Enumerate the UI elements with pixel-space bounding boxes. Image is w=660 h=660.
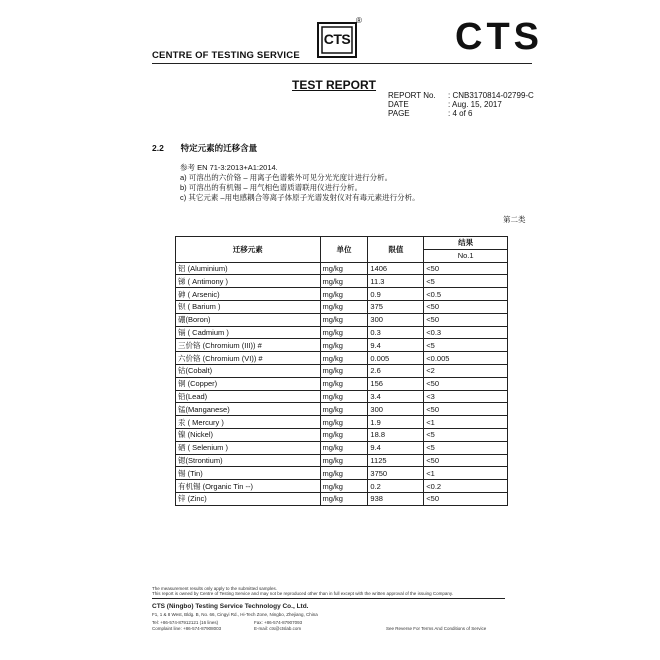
cell-unit: mg/kg bbox=[320, 313, 368, 326]
table-row bbox=[176, 313, 508, 326]
cell-unit: mg/kg bbox=[320, 377, 368, 390]
cell-element: 锑 ( Antimony ) bbox=[176, 275, 321, 288]
registered-mark: ® bbox=[356, 16, 362, 25]
cell-result: <1 bbox=[424, 416, 508, 429]
cell-limit: 0.005 bbox=[368, 352, 424, 365]
cell-unit: mg/kg bbox=[320, 480, 368, 493]
table-row bbox=[176, 326, 508, 339]
cell-unit: mg/kg bbox=[320, 352, 368, 365]
cell-limit: 375 bbox=[368, 300, 424, 313]
report-title: TEST REPORT bbox=[292, 78, 377, 92]
header-limit: 限值 bbox=[368, 237, 424, 263]
table-row bbox=[176, 416, 508, 429]
cell-unit: mg/kg bbox=[320, 441, 368, 454]
centre-name: CENTRE OF TESTING SERVICE bbox=[152, 50, 300, 61]
footer-company: CTS (Ningbo) Testing Service Technology Co., Ltd. bbox=[152, 603, 309, 610]
date-value: : Aug. 15, 2017 bbox=[448, 100, 502, 109]
page-value: : 4 of 6 bbox=[448, 109, 473, 118]
footer-terms: See Reverse For Terms And Conditions of Service bbox=[386, 626, 487, 631]
footer-email: E-mail: cts@ctslab.com bbox=[254, 626, 302, 631]
table-row bbox=[176, 480, 508, 493]
note-a: a) 可溶出的六价铬 – 用离子色谱紫外可见分光光度计进行分析。 bbox=[180, 173, 393, 182]
cell-unit: mg/kg bbox=[320, 467, 368, 480]
cell-unit: mg/kg bbox=[320, 390, 368, 403]
cell-element: 锰(Manganese) bbox=[176, 403, 321, 416]
cell-limit: 1125 bbox=[368, 454, 424, 467]
header-sample: No.1 bbox=[424, 249, 508, 262]
cell-limit: 9.4 bbox=[368, 339, 424, 352]
cell-element: 铝 (Aluminium) bbox=[176, 262, 321, 275]
cell-limit: 9.4 bbox=[368, 441, 424, 454]
page-label: PAGE bbox=[388, 109, 410, 118]
cell-result: <0.005 bbox=[424, 352, 508, 365]
cell-unit: mg/kg bbox=[320, 275, 368, 288]
cts-logo bbox=[317, 22, 357, 58]
table-row bbox=[176, 300, 508, 313]
table-row bbox=[176, 403, 508, 416]
cell-result: <5 bbox=[424, 428, 508, 441]
report-meta-values bbox=[448, 91, 534, 118]
cell-result: <0.2 bbox=[424, 480, 508, 493]
cell-element: 铅(Lead) bbox=[176, 390, 321, 403]
cell-limit: 1.9 bbox=[368, 416, 424, 429]
footer-tel: Tel: +86-574-87912121 (16 lines) bbox=[152, 620, 219, 625]
cell-result: <50 bbox=[424, 262, 508, 275]
cell-unit: mg/kg bbox=[320, 364, 368, 377]
report-no-value: : CNB3170814-02799-C bbox=[448, 91, 534, 100]
table-row bbox=[176, 428, 508, 441]
cell-unit: mg/kg bbox=[320, 339, 368, 352]
cell-unit: mg/kg bbox=[320, 262, 368, 275]
cell-element: 六价铬 (Chromium (VI)) # bbox=[176, 352, 321, 365]
cell-result: <50 bbox=[424, 377, 508, 390]
cell-limit: 156 bbox=[368, 377, 424, 390]
note-standard: 参考 EN 71-3:2013+A1:2014. bbox=[180, 163, 278, 172]
cell-element: 汞 ( Mercury ) bbox=[176, 416, 321, 429]
cell-result: <3 bbox=[424, 390, 508, 403]
section-title: 特定元素的迁移含量 bbox=[180, 143, 258, 153]
footer-disclaimer-1: The measurement results only apply to the submitted samples. bbox=[152, 586, 278, 591]
section-heading bbox=[152, 142, 257, 154]
note-c: c) 其它元素 –用电感耦合等离子体原子光谱发射仪对有毒元素进行分析。 bbox=[180, 193, 420, 202]
cell-unit: mg/kg bbox=[320, 492, 368, 505]
cell-element: 钴(Cobalt) bbox=[176, 364, 321, 377]
cell-element: 铜 (Copper) bbox=[176, 377, 321, 390]
cell-limit: 300 bbox=[368, 313, 424, 326]
cell-result: <50 bbox=[424, 300, 508, 313]
footer-address: F1, 1 & 8 West, Bldg. B, No. 66, Cingyi Rd., Hi-Tech Zone, Ningbo, Zhejiang, China bbox=[152, 612, 318, 617]
table-row bbox=[176, 288, 508, 301]
table-row bbox=[176, 377, 508, 390]
cell-element: 硼(Boron) bbox=[176, 313, 321, 326]
cell-result: <50 bbox=[424, 313, 508, 326]
migration-table bbox=[175, 236, 508, 506]
cell-element: 硒 ( Selenium ) bbox=[176, 441, 321, 454]
cell-element: 锶(Strontium) bbox=[176, 454, 321, 467]
logo-text: CTS bbox=[323, 31, 351, 47]
cell-result: <5 bbox=[424, 275, 508, 288]
cell-unit: mg/kg bbox=[320, 288, 368, 301]
cell-element: 砷 ( Arsenic) bbox=[176, 288, 321, 301]
cell-element: 有机锡 (Organic Tin --) bbox=[176, 480, 321, 493]
report-no-label: REPORT No. bbox=[388, 91, 436, 100]
cell-limit: 11.3 bbox=[368, 275, 424, 288]
cell-limit: 3750 bbox=[368, 467, 424, 480]
report-meta-labels bbox=[388, 91, 436, 118]
brand-logo: CTS bbox=[455, 16, 543, 58]
cell-result: <5 bbox=[424, 441, 508, 454]
cell-element: 镍 (Nickel) bbox=[176, 428, 321, 441]
header-element: 迁移元素 bbox=[176, 237, 321, 263]
cell-limit: 2.6 bbox=[368, 364, 424, 377]
cell-element: 三价铬 (Chromium (III)) # bbox=[176, 339, 321, 352]
cell-element: 镉 ( Cadmium ) bbox=[176, 326, 321, 339]
cell-unit: mg/kg bbox=[320, 300, 368, 313]
header-result: 结果 bbox=[424, 237, 508, 250]
cell-unit: mg/kg bbox=[320, 454, 368, 467]
table-row bbox=[176, 352, 508, 365]
header-unit: 单位 bbox=[320, 237, 368, 263]
table-row bbox=[176, 262, 508, 275]
cell-result: <0.3 bbox=[424, 326, 508, 339]
cell-unit: mg/kg bbox=[320, 326, 368, 339]
table-row bbox=[176, 339, 508, 352]
table-row bbox=[176, 364, 508, 377]
section-number: 2.2 bbox=[152, 143, 164, 153]
header-rule bbox=[152, 63, 532, 64]
table-row bbox=[176, 441, 508, 454]
cell-limit: 0.3 bbox=[368, 326, 424, 339]
table-row bbox=[176, 454, 508, 467]
category-label: 第二类 bbox=[503, 215, 526, 224]
table-row bbox=[176, 492, 508, 505]
cell-limit: 18.8 bbox=[368, 428, 424, 441]
table-body bbox=[176, 262, 508, 505]
note-b: b) 可溶出的有机锡 – 用气相色谱质谱联用仪进行分析。 bbox=[180, 183, 363, 192]
cell-limit: 938 bbox=[368, 492, 424, 505]
cell-unit: mg/kg bbox=[320, 403, 368, 416]
cell-result: <0.5 bbox=[424, 288, 508, 301]
date-label: DATE bbox=[388, 100, 409, 109]
cell-element: 钡 ( Barium ) bbox=[176, 300, 321, 313]
footer-disclaimer-2: This report is owned by Centre of Testing Service and may not be reproduced other than in full except with the written approval of the issuing Company. bbox=[152, 591, 453, 596]
footer-fax: Fax: +86-574-87907093 bbox=[254, 620, 303, 625]
cell-limit: 0.2 bbox=[368, 480, 424, 493]
cell-limit: 300 bbox=[368, 403, 424, 416]
cell-unit: mg/kg bbox=[320, 428, 368, 441]
cell-unit: mg/kg bbox=[320, 416, 368, 429]
cell-limit: 3.4 bbox=[368, 390, 424, 403]
footer-rule bbox=[152, 598, 505, 599]
cell-result: <50 bbox=[424, 454, 508, 467]
cell-limit: 0.9 bbox=[368, 288, 424, 301]
table-row bbox=[176, 467, 508, 480]
table-row bbox=[176, 275, 508, 288]
cell-result: <5 bbox=[424, 339, 508, 352]
cell-result: <50 bbox=[424, 403, 508, 416]
cell-result: <1 bbox=[424, 467, 508, 480]
table-row bbox=[176, 390, 508, 403]
cell-element: 锌 (Zinc) bbox=[176, 492, 321, 505]
cell-limit: 1406 bbox=[368, 262, 424, 275]
cell-element: 锡 (Tin) bbox=[176, 467, 321, 480]
footer-complaint: Complaint line: +86-574-87908003 bbox=[152, 626, 222, 631]
cell-result: <50 bbox=[424, 492, 508, 505]
cell-result: <2 bbox=[424, 364, 508, 377]
